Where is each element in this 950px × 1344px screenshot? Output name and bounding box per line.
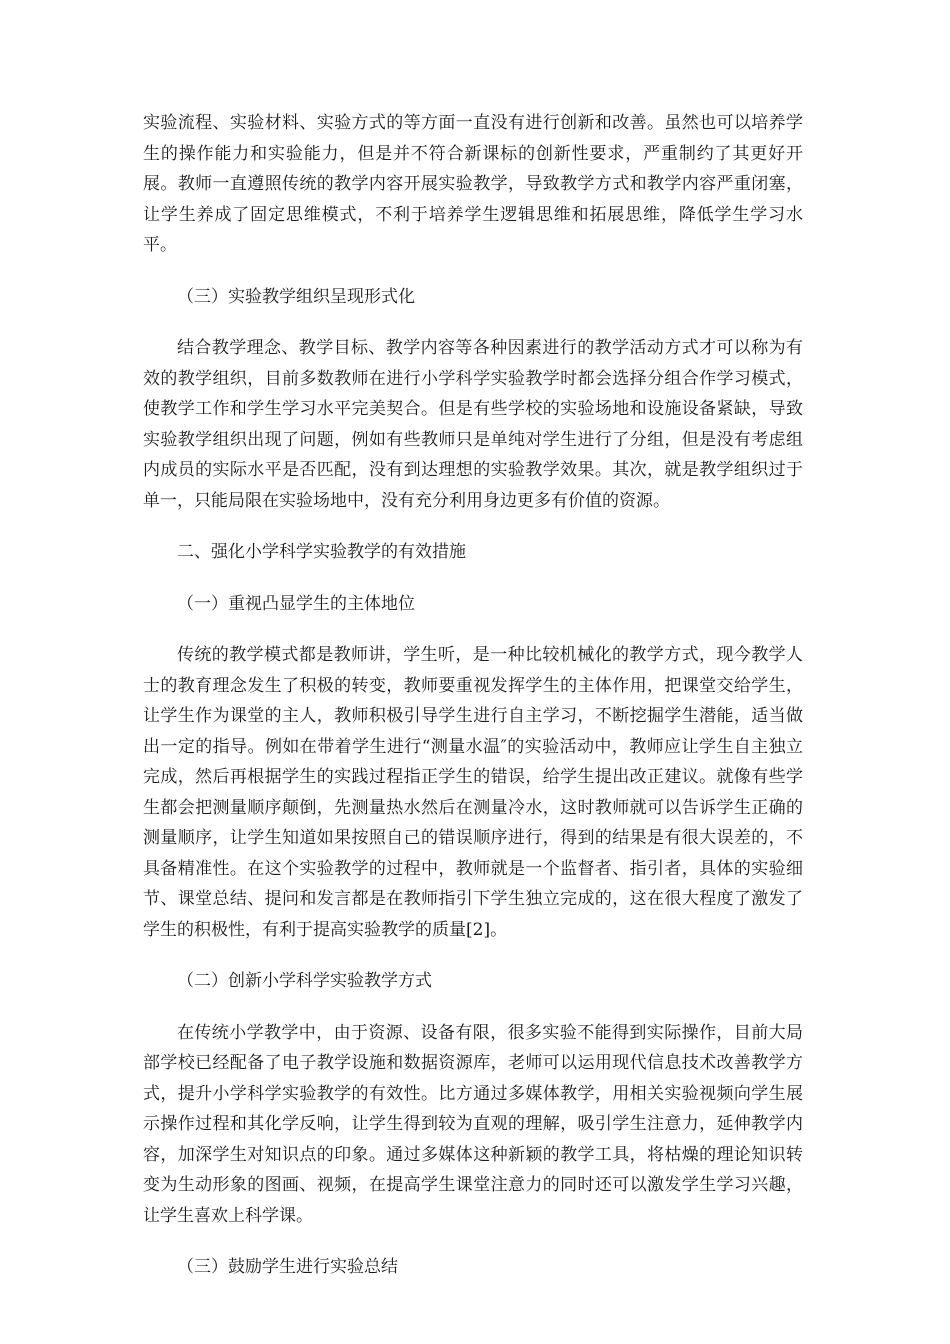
section-heading-1: （一）重视凸显学生的主体地位 xyxy=(177,593,415,614)
section-heading-2: （二）创新小学科学实验教学方式 xyxy=(177,971,432,991)
document-body xyxy=(143,108,803,1304)
section-heading-3: （三）实验教学组织呈现形式化 xyxy=(177,286,415,307)
paragraph-organization: 结合教学理念、教学目标、教学内容等各种因素进行的教学活动方式才可以称为有效的教学组织，目前多数教师在进行小学科学实验教学时都会选择分组合作学习模式，使教学工作和学生学习水平完美契合。但是有些学校的实验场地和设施设备紧缺，导致实验教学组织出现了问题，例如有些教师只是单纯对学生进行了分组，但是没有考虑组内成员的实际水平是否匹配，没有到达理想的实验教学效果。其次，就是教学组织过于单一，只能局限在实验场地中，没有充分利用身边更多有价值的资源。 xyxy=(143,338,803,511)
section-heading-3b: （三）鼓励学生进行实验总结 xyxy=(177,1257,398,1277)
paragraph-student-subject: 传统的教学模式都是教师讲，学生听，是一种比较机械化的教学方式，现今教学人士的教育理念发生了积极的转变，教师要重视发挥学生的主体作用，把课堂交给学生，让学生作为课堂的主人，教师积极引导学生进行自主学习，不断挖掘学生潜能，适当做出一定的指导。例如在带着学生进行“测量水温″的实验活动中，教师应让学生自主独立完成，然后再根据学生的实践过程指正学生的错误，给学生提出改正建议。就像有些学生都会把测量顺序颠倒，先测量热水然后在测量冷水，这时教师就可以告诉学生正确的测量顺序，让学生知道如果按照自己的错误顺序进行，得到的结果是有很大误差的，不具备精准性。在这个实验教学的过程中，教师就是一个监督者、指引者，具体的实验细节、课堂总结、提问和发言都是在教师指引下学生独立完成的，这在很大程度了激发了学生的积极性，有利于提高实验教学的质量[2]。 xyxy=(143,645,803,940)
paragraph-continuation: 实验流程、实验材料、实验方式的等方面一直没有进行创新和改善。虽然也可以培养学生的操作能力和实验能力，但是并不符合新课标的创新性要求，严重制约了其更好开展。教师一直遵照传统的教学内容开展实验教学，导致教学方式和教学内容严重闭塞，让学生养成了固定思维模式，不利于培养学生逻辑思维和拓展思维，降低学生学习水平。 xyxy=(143,113,803,255)
chapter-heading-2: 二、强化小学科学实验教学的有效措施 xyxy=(177,542,466,562)
paragraph-teaching-method: 在传统小学教学中，由于资源、设备有限，很多实验不能得到实际操作，目前大局部学校已经配备了电子教学设施和数据资源库，老师可以运用现代信息技术改善教学方式，提升小学科学实验教学的有效性。比方通过多媒体教学，用相关实验视频向学生展示操作过程和其化学反响，让学生得到较为直观的理解，吸引学生注意力，延伸教学内容，加深学生对知识点的印象。通过多媒体这种新颖的教学工具，将枯燥的理论知识转变为生动形象的图画、视频，在提高学生课堂注意力的同时还可以激发学生学习兴趣，让学生喜欢上科学课。 xyxy=(143,1022,803,1226)
